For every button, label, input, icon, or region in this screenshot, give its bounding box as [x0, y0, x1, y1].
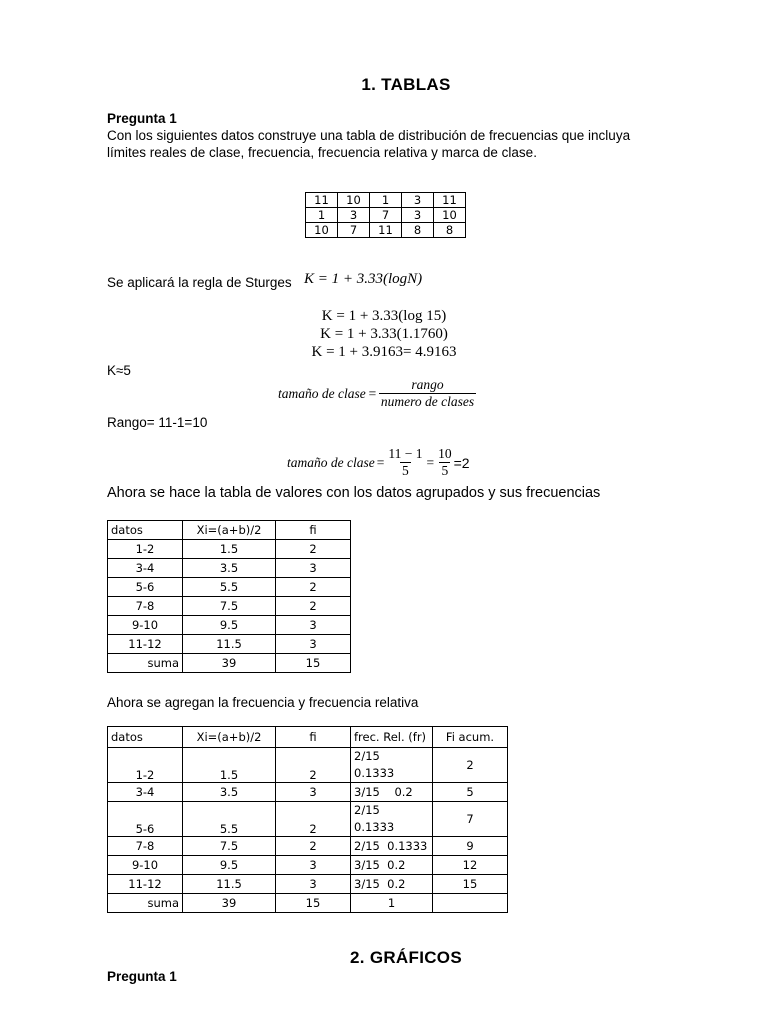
table-cell: 2: [276, 540, 351, 559]
table-header-cell: Xi=(a+b)/2: [183, 727, 276, 748]
cell-datos: 3-4: [108, 783, 183, 802]
raw-row: [306, 223, 466, 238]
cell-acum: 7: [433, 802, 508, 837]
cell-fr: 1: [351, 894, 433, 913]
table-cell: 9.5: [183, 616, 276, 635]
cell-fi: 2: [276, 802, 351, 837]
cell-xi: 9.5: [183, 856, 276, 875]
cell-fi: 3: [276, 783, 351, 802]
table-header-cell: Fi acum.: [433, 727, 508, 748]
cell-fr: [351, 802, 433, 837]
cell-acum: 12: [433, 856, 508, 875]
cell-datos: suma: [108, 894, 183, 913]
raw-cell: 7: [370, 208, 402, 223]
table-row: [108, 540, 351, 559]
table-cell: 3: [276, 616, 351, 635]
raw-cell: 11: [306, 193, 338, 208]
question-label-2: Pregunta 1: [107, 969, 177, 984]
cell-acum: 2: [433, 748, 508, 783]
cell-datos: 11-12: [108, 875, 183, 894]
cell-xi: 3.5: [183, 783, 276, 802]
table-cell: 2: [276, 578, 351, 597]
table-cell: 2: [276, 597, 351, 616]
sturges-formula: K = 1 + 3.33(logN): [304, 271, 423, 287]
table-row: [108, 616, 351, 635]
table-cell: 15: [276, 654, 351, 673]
table-row: [108, 559, 351, 578]
frac2-numerator: 10: [438, 446, 452, 461]
cell-fi: 3: [276, 875, 351, 894]
question-text-line2: límites reales de clase, frecuencia, frecuencia relativa y marca de clase.: [107, 145, 537, 160]
table-cell: suma: [108, 654, 183, 673]
sturges-text: Se aplicará la regla de Sturges: [107, 275, 292, 290]
table-cell: 11-12: [108, 635, 183, 654]
cell-datos: 7-8: [108, 837, 183, 856]
fr-fraction: 2/15: [354, 749, 380, 763]
table-cell: 9-10: [108, 616, 183, 635]
table-cell: 3: [276, 559, 351, 578]
table-row: [108, 635, 351, 654]
raw-cell: 3: [402, 193, 434, 208]
cell-xi: 7.5: [183, 837, 276, 856]
table-row: [108, 875, 508, 894]
raw-cell: 7: [338, 223, 370, 238]
table-row: [108, 597, 351, 616]
raw-cell: 11: [370, 223, 402, 238]
cell-acum: 15: [433, 875, 508, 894]
table-header-cell: datos: [108, 521, 183, 540]
intro-table1: Ahora se hace la tabla de valores con los datos agrupados y sus frecuencias: [107, 485, 601, 501]
cell-xi: 11.5: [183, 875, 276, 894]
frac1-denominator: 5: [402, 463, 409, 478]
class-size-label-2: tamaño de clase: [287, 454, 375, 470]
question-label: Pregunta 1: [107, 111, 177, 126]
k-approx: K≈5: [107, 363, 131, 378]
formula-denominator: numero de clases: [380, 394, 475, 409]
raw-row: [306, 193, 466, 208]
table-header-cell: fi: [276, 727, 351, 748]
table-row: [108, 802, 508, 837]
calc-line-1: K = 1 + 3.33(log 15): [321, 308, 447, 324]
cell-fr: 2/15 0.1333: [351, 837, 433, 856]
raw-data-table: [305, 192, 466, 238]
cell-fi: 15: [276, 894, 351, 913]
raw-cell: 8: [402, 223, 434, 238]
class-size-formula: tamaño de clase = $\frac{\text{rango}}{\text{numero de clases}}$: [278, 377, 475, 409]
cell-datos: 5-6: [108, 802, 183, 837]
cell-datos: 1-2: [108, 748, 183, 783]
grouped-table: [107, 520, 351, 673]
table-row: [108, 748, 508, 783]
frac2-denominator: 5: [441, 463, 449, 478]
frequency-table: [107, 726, 508, 913]
raw-cell: 10: [434, 208, 466, 223]
cell-xi: 39: [183, 894, 276, 913]
class-size-result: =2: [453, 454, 470, 471]
class-size-computed: tamaño de clase = $\frac{11 - 1}{5}$ = $\frac{10}{5}$ =2: [287, 446, 470, 478]
raw-cell: 3: [338, 208, 370, 223]
cell-fi: 2: [276, 748, 351, 783]
cell-xi: 5.5: [183, 802, 276, 837]
raw-cell: 10: [306, 223, 338, 238]
cell-datos: 9-10: [108, 856, 183, 875]
table-cell: 3: [276, 635, 351, 654]
table-cell: 5.5: [183, 578, 276, 597]
intro-table2: Ahora se agregan la frecuencia y frecuencia relativa: [107, 695, 419, 710]
cell-fr: 3/15 0.2: [351, 875, 433, 894]
table-header-cell: Xi=(a+b)/2: [183, 521, 276, 540]
table-cell: 7.5: [183, 597, 276, 616]
raw-cell: 1: [370, 193, 402, 208]
cell-xi: 1.5: [183, 748, 276, 783]
table-row: [108, 654, 351, 673]
calc-line-2: K = 1 + 3.33(1.1760): [320, 326, 448, 342]
raw-cell: 8: [434, 223, 466, 238]
calc-line-3: K = 1 + 3.9163= 4.9163: [311, 344, 457, 360]
table-cell: 7-8: [108, 597, 183, 616]
cell-fr: 3/15 0.2: [351, 783, 433, 802]
raw-cell: 11: [434, 193, 466, 208]
section-title-graficos: 2. GRÁFICOS: [350, 948, 462, 967]
fr-fraction: 2/15: [354, 803, 380, 817]
cell-acum: 9: [433, 837, 508, 856]
table-header-row: [108, 521, 351, 540]
cell-fi: 2: [276, 837, 351, 856]
formula-numerator: rango: [411, 377, 444, 392]
cell-acum: 5: [433, 783, 508, 802]
cell-fi: 3: [276, 856, 351, 875]
table-cell: 1.5: [183, 540, 276, 559]
table-header-row: [108, 727, 508, 748]
table-header-cell: frec. Rel. (fr): [351, 727, 433, 748]
table-cell: 3-4: [108, 559, 183, 578]
table-row: [108, 578, 351, 597]
cell-fr: [351, 748, 433, 783]
cell-fr: 3/15 0.2: [351, 856, 433, 875]
raw-row: [306, 208, 466, 223]
table-row: [108, 894, 508, 913]
question-text-line1: Con los siguientes datos construye una tabla de distribución de frecuencias que incluya: [107, 128, 631, 143]
table-row: [108, 856, 508, 875]
raw-cell: 10: [338, 193, 370, 208]
table-cell: 1-2: [108, 540, 183, 559]
fr-decimal: 0.1333: [354, 820, 395, 834]
raw-cell: 3: [402, 208, 434, 223]
table-cell: 39: [183, 654, 276, 673]
table-cell: 3.5: [183, 559, 276, 578]
table-cell: 11.5: [183, 635, 276, 654]
class-size-label: tamaño de clase: [278, 385, 366, 401]
fr-decimal: 0.1333: [354, 766, 395, 780]
raw-cell: 1: [306, 208, 338, 223]
rango-text: Rango= 11-1=10: [107, 415, 208, 430]
table-row: [108, 783, 508, 802]
frac1-numerator: 11 − 1: [388, 446, 423, 461]
table-header-cell: datos: [108, 727, 183, 748]
table-row: [108, 837, 508, 856]
section-title-tablas: 1. TABLAS: [361, 75, 451, 94]
table-header-cell: fi: [276, 521, 351, 540]
table-cell: 5-6: [108, 578, 183, 597]
cell-acum: [433, 894, 508, 913]
